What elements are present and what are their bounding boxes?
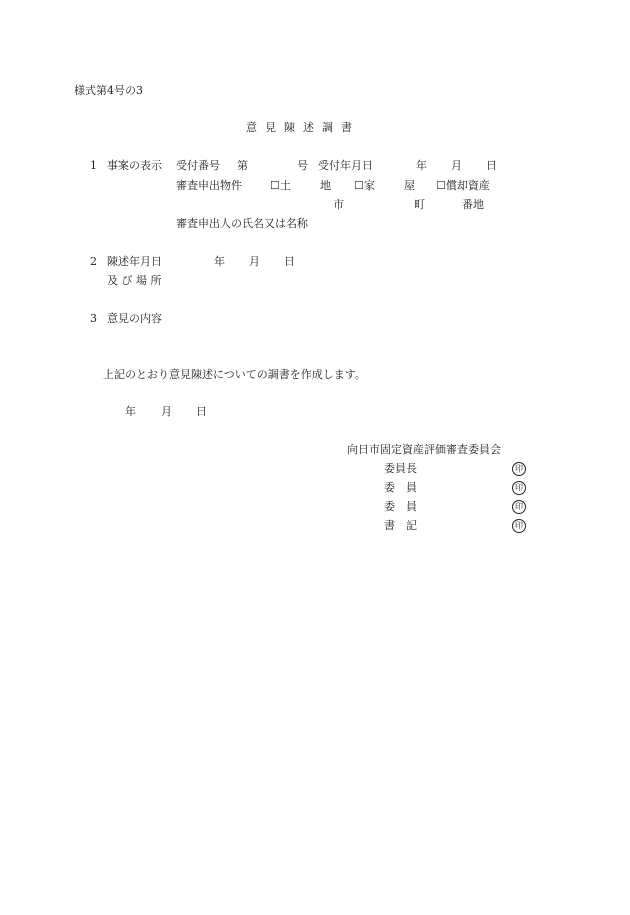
committee-name: 向日市固定資産評価審査委員会 xyxy=(347,443,501,456)
document-date-day: 日 xyxy=(196,405,207,418)
item1-number: 1 xyxy=(90,159,97,172)
receipt-date-label: 受付年月日 xyxy=(318,159,373,172)
address-town: 町 xyxy=(414,198,425,211)
property-label: 審査申出物件 xyxy=(176,179,242,192)
receipt-date-year: 年 xyxy=(416,159,427,172)
item2-label-line1: 陳述年月日 xyxy=(107,255,162,268)
statement-date-month: 月 xyxy=(249,255,260,268)
statement-date-year: 年 xyxy=(214,255,225,268)
applicant-name-label: 審査申出人の氏名又は名称 xyxy=(176,217,308,230)
committee-member1-label: 委 員 xyxy=(384,481,417,494)
address-city: 市 xyxy=(333,198,344,211)
statement-text: 上記のとおり意見陳述についての調書を作成します。 xyxy=(103,368,366,381)
receipt-number-dai: 第 xyxy=(237,159,248,172)
receipt-date-day: 日 xyxy=(486,159,497,172)
committee-member2-label: 委 員 xyxy=(384,500,417,513)
receipt-date-month: 月 xyxy=(451,159,462,172)
checkbox-land-suffix: 地 xyxy=(320,179,331,192)
document-date-month: 月 xyxy=(161,405,172,418)
item3-label: 意見の内容 xyxy=(107,312,162,325)
statement-date-day: 日 xyxy=(284,255,295,268)
committee-clerk-label: 書 記 xyxy=(384,519,417,532)
form-number: 様式第4号の3 xyxy=(74,84,143,97)
receipt-number-go: 号 xyxy=(297,159,308,172)
document-date-year: 年 xyxy=(125,405,136,418)
checkbox-house-suffix: 屋 xyxy=(404,179,415,192)
checkbox-depreciable-assets[interactable]: ☐償却資産 xyxy=(436,179,490,192)
seal-icon: 印 xyxy=(512,462,526,476)
checkbox-house[interactable]: ☐家 xyxy=(354,179,375,192)
seal-icon: 印 xyxy=(512,481,526,495)
seal-icon: 印 xyxy=(512,519,526,533)
committee-chair-label: 委員長 xyxy=(384,462,417,475)
item2-number: 2 xyxy=(90,255,97,268)
receipt-number-label: 受付番号 xyxy=(176,159,220,172)
page-title: 意見陳述調書 xyxy=(246,121,360,134)
checkbox-land[interactable]: ☐土 xyxy=(270,179,291,192)
item1-label: 事案の表示 xyxy=(107,159,162,172)
seal-icon: 印 xyxy=(512,500,526,514)
item2-label-line2: 及 び 場 所 xyxy=(107,274,162,287)
item3-number: 3 xyxy=(90,312,97,325)
address-banchi: 番地 xyxy=(462,198,484,211)
